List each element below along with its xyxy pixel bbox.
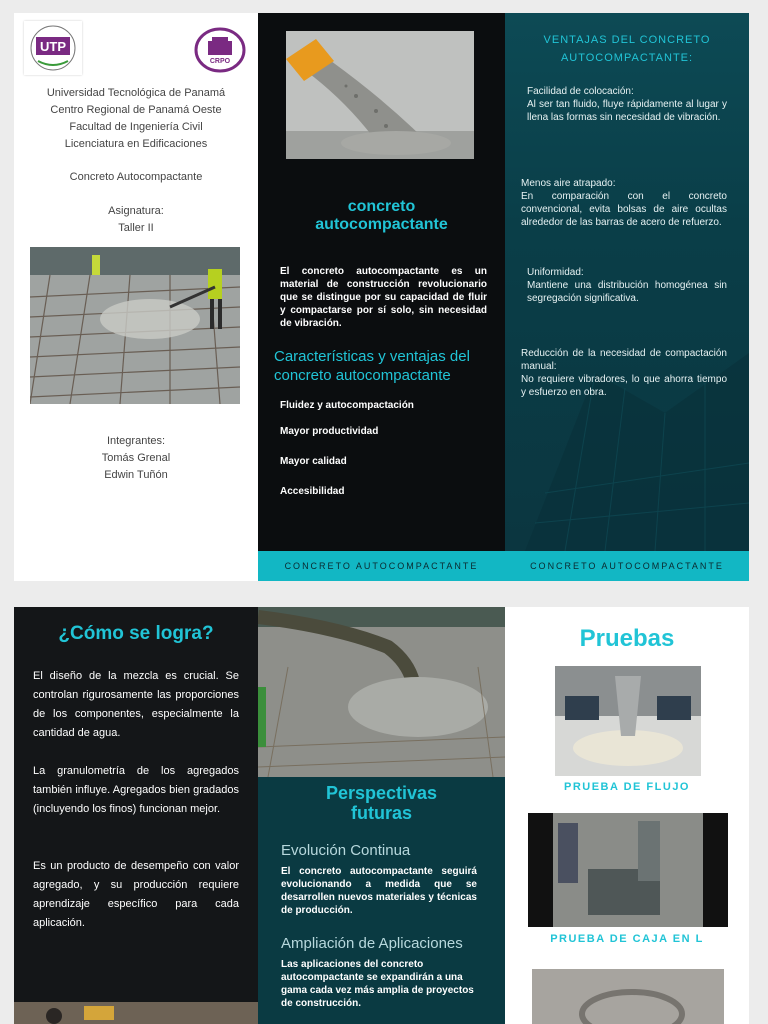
future-heading: Ampliación de Aplicaciones bbox=[281, 935, 463, 952]
member-name: Edwin Tuñón bbox=[104, 469, 168, 481]
intro-title-line1: concreto bbox=[347, 198, 416, 215]
tests-title: Pruebas bbox=[579, 625, 675, 652]
advantage-heading: Uniformidad: bbox=[527, 267, 584, 278]
feature-item: Accesibilidad bbox=[280, 486, 345, 497]
advantage-text: Mantiene una distribución homogénea sin segregación significativa. bbox=[527, 280, 727, 304]
building-background bbox=[505, 293, 749, 551]
intro-paragraph: El concreto autocompactante es un material de construcción revolucionario que se distingue por su capacidad de fluir y compactarse por sí solo, sin necesidad de vibración. bbox=[280, 266, 487, 329]
advantages-title: VENTAJAS DEL CONCRETO AUTOCOMPACTANTE: bbox=[543, 34, 711, 64]
degree-name: Licenciatura en Edificaciones bbox=[64, 138, 208, 150]
how-paragraph: El diseño de la mezcla es crucial. Se controlan rigurosamente las proporciones de los componentes, especialmente la cantidad de agua. bbox=[33, 670, 239, 739]
university-name: Universidad Tecnológica de Panamá bbox=[46, 87, 226, 99]
how-paragraph: La granulometría de los agregados también influye. Agregados bien gradados (incluyendo los finos) funcionan mejor. bbox=[33, 765, 239, 815]
machinery-photo bbox=[14, 1002, 258, 1024]
slump-flow-test-photo bbox=[555, 666, 701, 776]
footer-bar: CONCRETO AUTOCOMPACTANTE bbox=[505, 551, 749, 581]
advantage-text: En comparación con el concreto convencional, evita bolsas de aire ocultas alrededor de las barras de acero de refuerzo. bbox=[521, 191, 727, 228]
test-caption: PRUEBA DE CAJA EN L bbox=[550, 933, 704, 945]
cover-panel bbox=[14, 13, 258, 581]
feature-item: Fluidez y autocompactación bbox=[280, 400, 414, 411]
concrete-pour-photo bbox=[286, 31, 474, 159]
test-caption: PRUEBA DE FLUJO bbox=[564, 781, 690, 793]
topic-title: Concreto Autocompactante bbox=[69, 171, 203, 183]
utp-logo bbox=[24, 21, 82, 75]
future-panel bbox=[258, 607, 505, 1024]
center-logo bbox=[194, 27, 246, 73]
features-title: Características y ventajas del concreto autocompactante bbox=[274, 348, 470, 384]
future-heading: Evolución Continua bbox=[281, 842, 411, 859]
rebar-site-photo bbox=[30, 247, 240, 404]
feature-item: Mayor productividad bbox=[280, 426, 379, 437]
feature-item: Mayor calidad bbox=[280, 456, 347, 467]
l-box-test-photo bbox=[528, 813, 728, 927]
utp-logo-text: UTP bbox=[40, 39, 66, 54]
member-name: Tomás Grenal bbox=[101, 452, 171, 464]
tests-panel bbox=[505, 607, 749, 1024]
ring-test-photo bbox=[532, 969, 724, 1024]
center-logo-text: CRPO bbox=[209, 58, 231, 65]
advantage-heading: Reducción de la necesidad de compactación manual: bbox=[521, 348, 727, 372]
advantage-text: Al ser tan fluido, fluye rápidamente al lugar y llena las formas sin necesidad de vibración. bbox=[527, 99, 727, 123]
advantage-heading: Menos aire atrapado: bbox=[521, 178, 616, 189]
intro-title-line2: autocompactante bbox=[315, 216, 448, 233]
how-title: ¿Cómo se logra? bbox=[58, 623, 214, 644]
faculty-name: Facultad de Ingeniería Civil bbox=[69, 121, 203, 133]
advantage-text: No requiere vibradores, lo que ahorra tiempo y esfuerzo en obra. bbox=[521, 374, 727, 398]
pumping-concrete-photo bbox=[258, 607, 505, 777]
future-title-line1: Perspectivas bbox=[325, 783, 438, 803]
how-panel bbox=[14, 607, 258, 1024]
intro-panel bbox=[258, 13, 505, 551]
subject-name: Taller II bbox=[118, 222, 154, 234]
regional-center: Centro Regional de Panamá Oeste bbox=[50, 104, 222, 116]
advantage-heading: Facilidad de colocación: bbox=[527, 86, 634, 97]
how-paragraph: Es un producto de desempeño con valor agregado, y su producción requiere aprendizaje específico para cada aplicación. bbox=[33, 860, 239, 929]
future-title-line2: futuras bbox=[350, 803, 412, 823]
advantages-panel bbox=[505, 13, 749, 551]
future-text: El concreto autocompactante seguirá evolucionando a medida que se desarrollen nuevos materiales y técnicas de producción. bbox=[281, 866, 477, 916]
future-text: Las aplicaciones del concreto autocompactante se expandirán a una gama cada vez más amplia de proyectos de construcción. bbox=[281, 959, 474, 1009]
footer-bar: CONCRETO AUTOCOMPACTANTE bbox=[258, 551, 505, 581]
subject-label: Asignatura: bbox=[108, 205, 164, 217]
members-label: Integrantes: bbox=[106, 435, 166, 447]
